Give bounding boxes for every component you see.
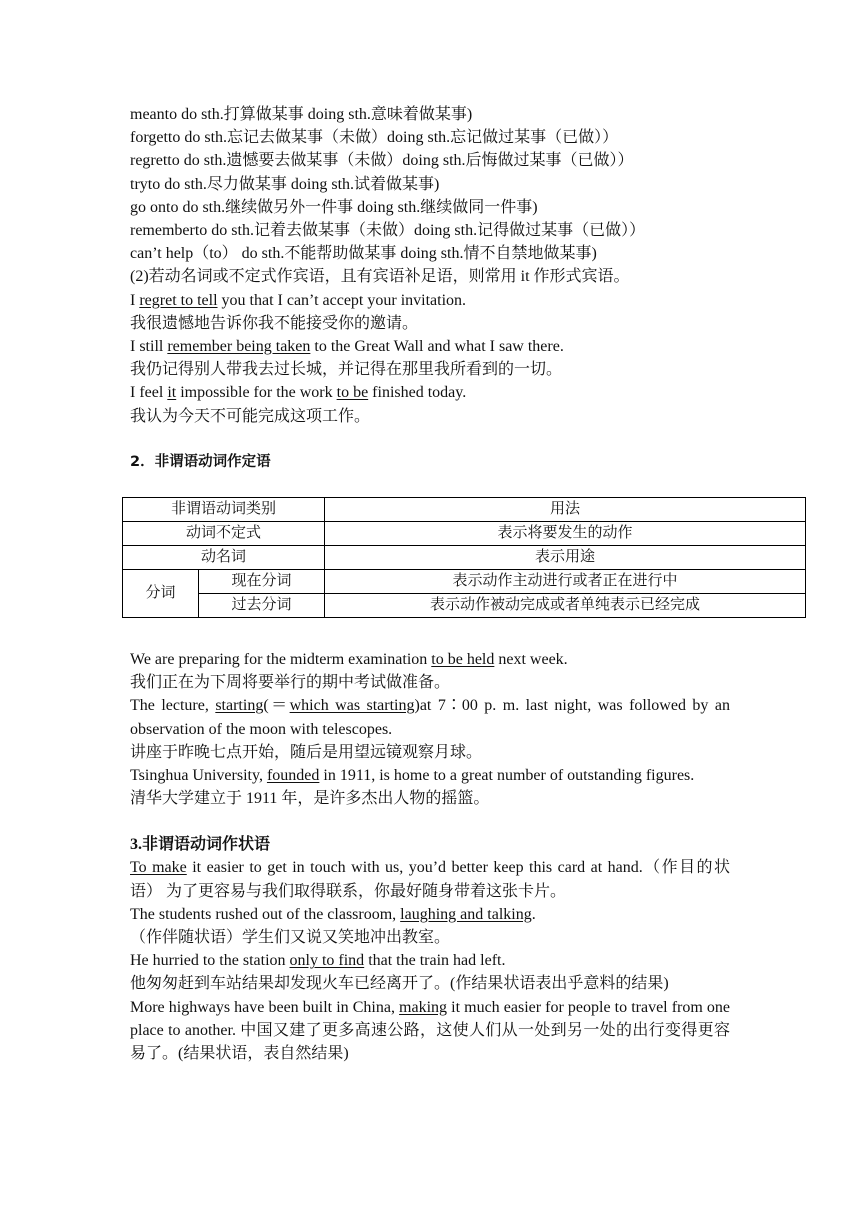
table-row [123, 546, 806, 570]
example-sentence: Tsinghua University, founded in 1911, is home to a great number of outstanding figures. [130, 767, 695, 785]
example-sentence: The students rushed out of the classroom, laughing and talking. [130, 905, 536, 923]
example-sentence: The lecture, starting(＝which was starting)at 7∶00 p. m. last night, was followed by an observation of the moon with telescopes. [130, 697, 730, 738]
usage-table [122, 497, 806, 618]
table-row [123, 522, 806, 546]
example-sentence: More highways have been built in China, making it much easier for people to travel from one place to another. 中国又建了更多高速公路，这使人们从一处到另一处的出行变得更容易了。(结果状语，表自然结果) [130, 998, 730, 1063]
table-cell: 动词不定式 [123, 522, 325, 546]
verb-pair-regret: regretto do sth.遗憾要去做某事（未做）doing sth.后悔做过某事（已做）） [130, 152, 634, 170]
example-sentence: To make it easier to get in touch with us, you’d better keep this card at hand.（作目的状语） 为了更容易与我们取得联系，你最好随身带着这张卡片。 [130, 859, 730, 900]
example-sentence: I regret to tell you that I can’t accept your invitation. [130, 291, 467, 309]
table-header-row [123, 498, 806, 522]
table-header-cell: 用法 [325, 498, 806, 522]
table-cell: 分词 [123, 570, 199, 618]
example-sentence: I still remember being taken to the Great Wall and what I saw there. [130, 338, 564, 356]
verb-pair-go-on: go onto do sth.继续做另外一件事 doing sth.继续做同一件事) [130, 198, 538, 216]
example-sentence: I feel it impossible for the work to be finished today. [130, 384, 467, 402]
table-cell: 动名词 [123, 546, 325, 570]
document-page-lower [130, 648, 730, 1065]
table-row [123, 570, 806, 594]
example-translation: 我认为今天不可能完成这项工作。 [130, 407, 371, 425]
table-cell: 表示将要发生的动作 [325, 522, 806, 546]
example-translation: 讲座于昨晚七点开始，随后是用望远镜观察月球。 [130, 743, 483, 761]
table-cell: 表示动作主动进行或者正在进行中 [325, 570, 806, 594]
verb-pair-forget: forgetto do sth.忘记去做某事（未做）doing sth.忘记做过某事（已做）） [130, 129, 619, 147]
example-translation: 我们正在为下周将要举行的期中考试做准备。 [130, 674, 451, 692]
section-heading: 3.非谓语动词作状语 [130, 836, 271, 854]
table-cell: 现在分词 [199, 570, 325, 594]
document-page [130, 103, 730, 474]
example-translation: （作伴随状语）学生们又说又笑地冲出教室。 [130, 929, 451, 947]
section-heading: 2．非谓语动词作定语 [130, 453, 271, 470]
table-cell: 表示动作被动完成或者单纯表示已经完成 [325, 594, 806, 618]
example-translation: 清华大学建立于 1911 年，是许多杰出人物的摇篮。 [130, 790, 490, 808]
example-translation: 我仍记得别人带我去过长城，并记得在那里我所看到的一切。 [130, 361, 563, 379]
example-translation: 我很遗憾地告诉你我不能接受你的邀请。 [130, 314, 419, 332]
rule-formal-object: (2)若动名词或不定式作宾语，且有宾语补足语，则常用 it 作形式宾语。 [130, 268, 630, 286]
verb-pair-cant-help: can’t help（to） do sth.不能帮助做某事 doing sth.情不自禁地做某事) [130, 245, 597, 263]
table-row [123, 594, 806, 618]
table-cell: 过去分词 [199, 594, 325, 618]
verb-pair-try: tryto do sth.尽力做某事 doing sth.试着做某事) [130, 175, 440, 193]
verb-pair-remember: rememberto do sth.记着去做某事（未做）doing sth.记得做过某事（已做）） [130, 222, 646, 240]
example-sentence: He hurried to the station only to find that the train had left. [130, 952, 506, 970]
verb-pair-mean: meanto do sth.打算做某事 doing sth.意味着做某事) [130, 106, 473, 123]
example-sentence: We are preparing for the midterm examination to be held next week. [130, 651, 568, 668]
table-cell: 表示用途 [325, 546, 806, 570]
example-translation: 他匆匆赶到车站结果却发现火车已经离开了。(作结果状语表出乎意料的结果) [130, 975, 669, 993]
table-header-cell: 非谓语动词类别 [123, 498, 325, 522]
